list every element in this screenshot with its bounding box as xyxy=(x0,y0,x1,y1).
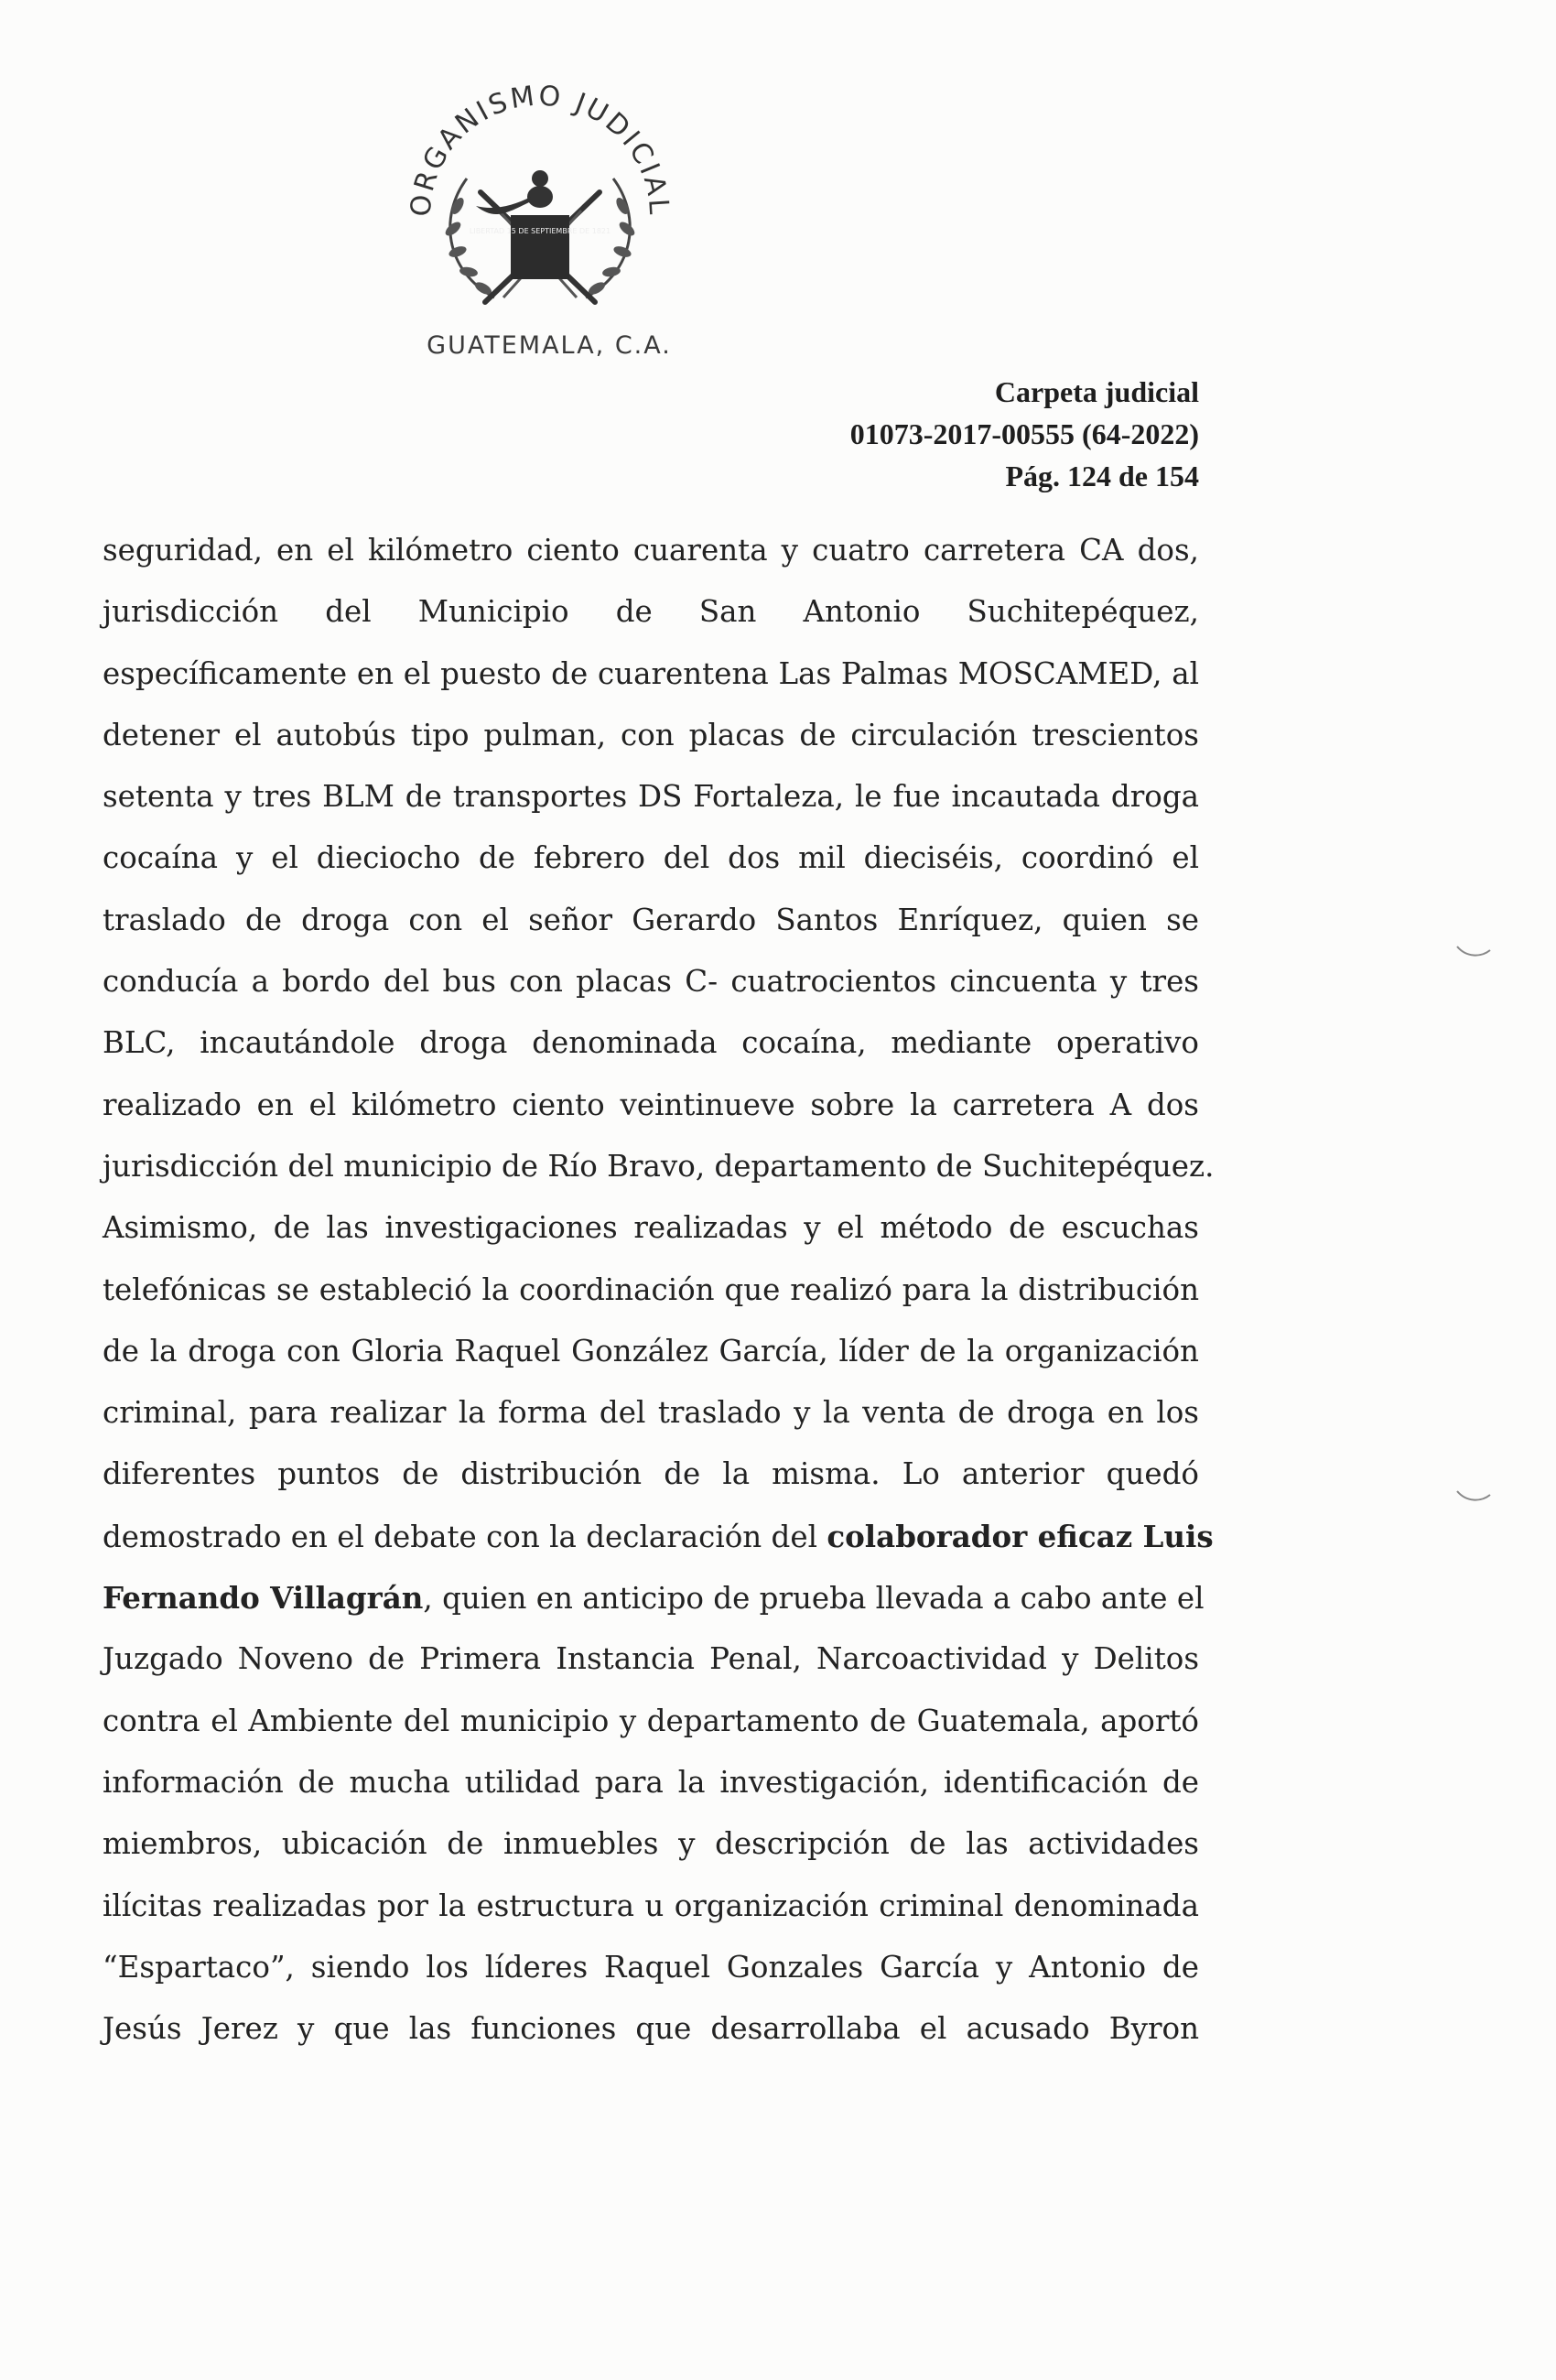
body-line: realizado en el kilómetro ciento veintinueve sobre la carretera A dos xyxy=(103,1087,1199,1122)
body-line: diferentes puntos de distribución de la misma. Lo anterior quedó xyxy=(103,1456,1199,1492)
body-line: “Espartaco”, siendo los líderes Raquel Gonzales García y Antonio de xyxy=(103,1949,1199,1985)
case-number: 01073-2017-00555 (64-2022) xyxy=(849,417,1199,450)
body-line: de la droga con Gloria Raquel González García, líder de la organización xyxy=(103,1333,1199,1368)
body-line: BLC, incautándole droga denominada cocaína, mediante operativo xyxy=(103,1025,1199,1061)
body-line xyxy=(103,1567,1205,1628)
body-line: ilícitas realizadas por la estructura u organización criminal denominada xyxy=(103,1888,1199,1923)
body-bold-segment: Fernando Villagrán xyxy=(103,1580,424,1617)
body-line: conducía a bordo del bus con placas C- cuatrocientos cincuenta y tres xyxy=(103,964,1199,1000)
seal-scroll-text: LIBERTAD 15 DE SEPTIEMBRE DE 1821 xyxy=(469,227,611,235)
body-text xyxy=(103,520,1215,2060)
body-line: Asimismo, de las investigaciones realizadas y el método de escuchas xyxy=(103,1210,1199,1246)
page-indicator: Pág. 124 de 154 xyxy=(1005,460,1199,492)
judicial-seal-emblem xyxy=(394,60,686,362)
case-reference-block xyxy=(850,371,1199,497)
body-line: jurisdicción del municipio de Río Bravo, departamento de Suchitepéquez. xyxy=(103,1148,1215,1184)
case-label: Carpeta judicial xyxy=(994,375,1199,408)
body-line xyxy=(103,1506,1214,1567)
body-text-segment: demostrado en el debate con la declaración del xyxy=(103,1519,827,1554)
body-line: información de mucha utilidad para la investigación, identificación de xyxy=(103,1764,1199,1800)
seal-ring-text: ORGANISMO JUDICIAL xyxy=(405,80,675,219)
body-line: específicamente en el puesto de cuarentena Las Palmas MOSCAMED, al xyxy=(103,655,1199,691)
body-text-segment: , quien en anticipo de prueba llevada a cabo ante el xyxy=(423,1581,1205,1617)
body-line: Juzgado Noveno de Primera Instancia Penal, Narcoactividad y Delitos xyxy=(103,1641,1199,1677)
seal-country-caption: GUATEMALA, C.A. xyxy=(427,331,672,360)
margin-mark xyxy=(1455,1488,1492,1506)
margin-mark xyxy=(1455,943,1492,961)
body-line: cocaína y el dieciocho de febrero del dos mil dieciséis, coordinó el xyxy=(103,840,1199,876)
body-line: criminal, para realizar la forma del traslado y la venta de droga en los xyxy=(103,1395,1199,1431)
body-line: telefónicas se estableció la coordinación que realizó para la distribución xyxy=(103,1271,1199,1307)
body-line: jurisdicción del Municipio de San Antonio Suchitepéquez, xyxy=(103,594,1199,630)
body-line: setenta y tres BLM de transportes DS Fortaleza, le fue incautada droga xyxy=(103,779,1199,815)
body-line: Jesús Jerez y que las funciones que desarrollaba el acusado Byron xyxy=(103,2011,1199,2047)
body-line: detener el autobús tipo pulman, con placas de circulación trescientos xyxy=(103,717,1199,752)
body-line: contra el Ambiente del municipio y departamento de Guatemala, aportó xyxy=(103,1703,1199,1738)
body-bold-segment: colaborador eficaz Luis xyxy=(827,1518,1214,1554)
body-line: traslado de droga con el señor Gerardo Santos Enríquez, quien se xyxy=(103,902,1199,937)
body-line: seguridad, en el kilómetro ciento cuarenta y cuatro carretera CA dos, xyxy=(103,533,1199,568)
body-line: miembros, ubicación de inmuebles y descripción de las actividades xyxy=(103,1826,1199,1862)
